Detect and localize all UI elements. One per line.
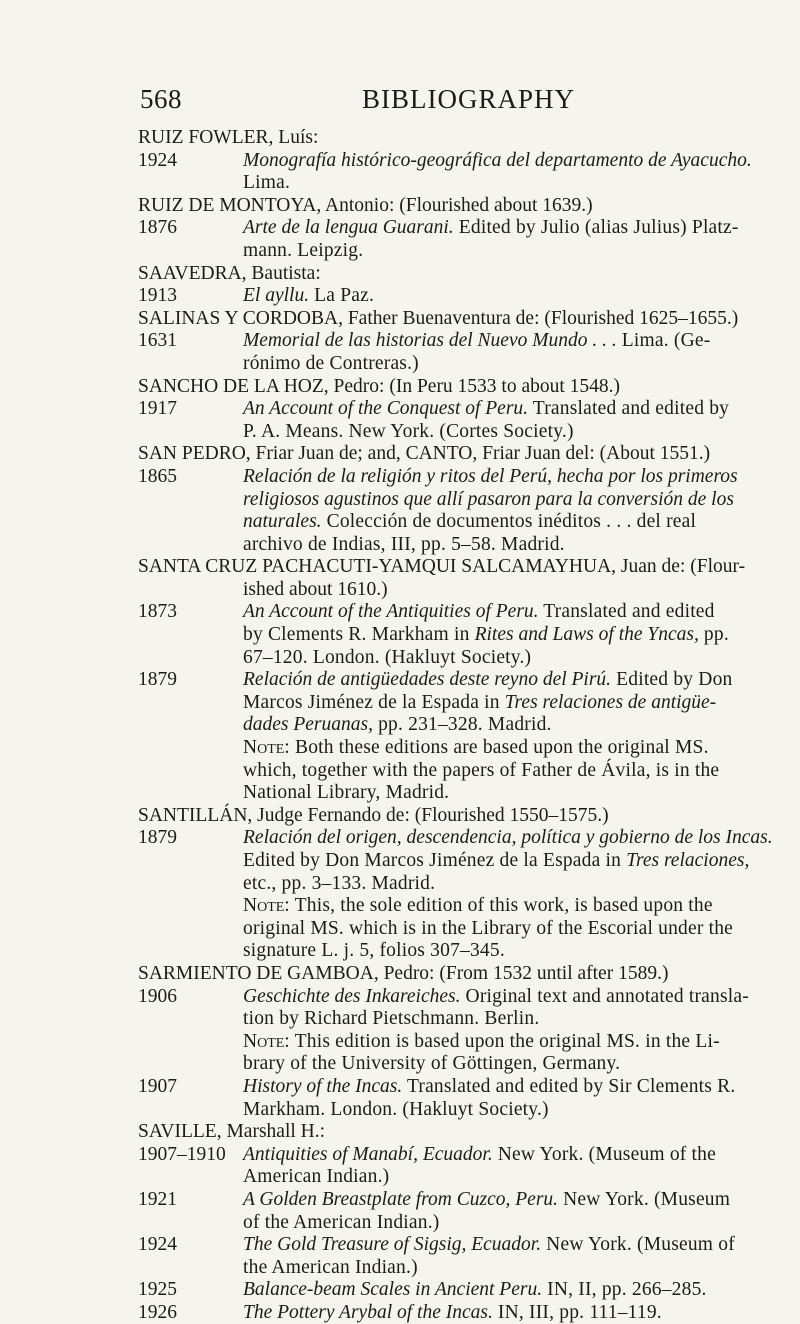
year-label: 1913 [138,285,177,307]
work-entry [138,217,738,240]
bibliography-list [138,127,773,1324]
note-line [138,737,738,760]
note-label: Note [243,895,285,917]
year-label: 1879 [138,669,177,691]
work-continuation [138,421,738,444]
work-continuation [138,489,738,512]
year-label: 1925 [138,1279,177,1301]
page-header [140,84,700,118]
work-details: mann. Leipzig. [243,239,364,261]
work-entry [138,827,773,850]
work-continuation [138,172,738,195]
work-details: tion by Richard Pietschmann. Berlin. [243,1008,540,1030]
work-title: An Account of the Antiquities of Peru. [243,601,539,623]
work-title: religiosos agustinos que allí pasaron para la conversión de los [243,488,734,510]
work-title: Memorial de las historias del Nuevo Mundo . . . [243,330,617,352]
work-details: IN, II, pp. 266–285. [542,1279,707,1301]
work-details: Lima. [243,172,291,194]
work-details: Translated and edited by [528,398,730,420]
work-continuation [138,1212,738,1235]
work-details: Colección de documentos inéditos . . . del real [321,511,697,533]
year-label: 1865 [138,465,177,487]
author-heading: SAAVEDRA, Bautista: [138,262,321,284]
work-details: pp. 231–328. Madrid. [373,714,552,736]
note-text: signature L. j. 5, folios 307–345. [243,940,505,962]
work-title: Geschichte des Inkareiches. [243,985,461,1007]
work-details: New York. (Museum of the [492,1143,716,1165]
year-label: 1631 [138,330,177,352]
work-details: the American Indian.) [243,1256,418,1278]
work-continuation [138,1257,738,1280]
note-text: : This edition is based upon the original MS. in the Li- [284,1030,720,1052]
work-continuation [138,511,738,534]
note-line [138,760,738,783]
work-entry [138,1144,738,1167]
work-title: Monografía histórico-geográfica del departamento de Ayacucho. [243,149,752,171]
work-title: A Golden Breastplate from Cuzco, Peru. [243,1188,559,1210]
work-details: American Indian.) [243,1166,390,1188]
work-entry [138,285,738,308]
work-details: Marcos Jiménez de la Espada in [243,691,505,713]
work-entry [138,1302,738,1324]
year-label: 1873 [138,601,177,623]
work-entry [138,985,749,1009]
work-details: etc., pp. 3–133. Madrid. [243,872,436,894]
work-details: Edited by Don [611,669,733,691]
note-text: : This, the sole edition of this work, is based upon the [284,895,713,917]
work-continuation [138,1166,738,1189]
note-text: : Both these editions are based upon the original MS. [284,737,709,759]
year-label: 1924 [138,149,177,171]
work-continuation [138,240,738,263]
work-title: Tres relaciones de antigüe- [504,691,717,713]
note-line [138,940,738,963]
work-continuation [138,624,738,647]
work-entry [138,1076,738,1099]
author-heading: SANTILLÁN, Judge Fernando de: (Flourished 1550–1575.) [138,804,609,826]
work-title: An Account of the Conquest of Peru. [243,398,529,420]
work-details: Markham. London. (Hakluyt Society.) [243,1098,549,1120]
work-details: Edited by Julio (alias Julius) Platz- [453,217,739,239]
year-label: 1924 [138,1234,177,1256]
work-details: La Paz. [309,285,375,307]
work-continuation [138,850,750,873]
work-title: El ayllu. [243,285,310,307]
year-label: 1921 [138,1188,177,1210]
note-line [138,1053,738,1076]
work-details: Original text and annotated transla- [460,985,749,1007]
note-line [138,895,738,918]
work-title: Tres relaciones, [626,850,750,871]
work-title: Relación de la religión y ritos del Perú, hecha por los primeros [243,465,738,487]
work-entry [138,1234,738,1257]
work-details: P. A. Means. New York. (Cortes Society.) [243,420,574,442]
work-title: Balance-beam Scales in Ancient Peru. [243,1279,543,1301]
work-continuation [138,353,738,376]
year-label: 1907–1910 [138,1143,226,1165]
author-heading: SAN PEDRO, Friar Juan de; and, CANTO, Friar Juan del: (About 1551.) [138,443,711,465]
year-label: 1926 [138,1301,177,1323]
author-heading: SAVILLE, Marshall H.: [138,1121,326,1143]
work-title: Antiquities of Manabí, Ecuador. [243,1143,493,1165]
work-entry [138,149,752,173]
work-entry [138,1189,738,1212]
work-details: archivo de Indias, III, pp. 5–58. Madrid. [243,533,565,555]
author-heading: RUIZ DE MONTOYA, Antonio: (Flourished about 1639.) [138,194,593,216]
work-continuation [138,1008,738,1031]
work-details: 67–120. London. (Hakluyt Society.) [243,646,532,668]
note-text: original MS. which is in the Library of the Escorial under the [243,917,734,939]
work-details: of the American Indian.) [243,1211,440,1233]
work-title: Relación del origen, descendencia, política y gobierno de los Incas. [243,827,773,849]
work-details: New York. (Museum of [541,1234,735,1256]
note-label: Note [243,1030,285,1052]
work-continuation [138,873,738,896]
work-details: Translated and edited [538,601,715,623]
work-continuation [138,714,738,737]
work-entry [138,398,738,421]
work-title: The Gold Treasure of Sigsig, Ecuador. [243,1234,542,1256]
year-label: 1906 [138,985,177,1007]
work-title: naturales. [243,511,322,533]
year-label: 1876 [138,217,177,239]
note-line [138,1031,738,1054]
work-entry [138,1279,738,1302]
work-continuation [138,534,738,557]
year-label: 1907 [138,1075,177,1097]
note-line [138,918,738,941]
page-number: 568 [140,84,182,114]
work-title: Rites and Laws of the Yncas, [474,624,699,646]
work-details: Lima. (Ge- [616,330,711,352]
work-continuation [138,692,738,715]
author-heading: SARMIENTO DE GAMBOA, Pedro: (From 1532 until after 1589.) [138,962,669,984]
work-entry [138,601,738,624]
work-details: Translated and edited by Sir Clements R. [402,1075,736,1097]
work-title: The Pottery Arybal of the Incas. [243,1301,493,1323]
year-label: 1917 [138,398,177,420]
author-heading-cont: ished about 1610.) [243,578,388,600]
work-details: rónimo de Contreras.) [243,352,419,374]
work-details: IN, III, pp. 111–119. [492,1301,662,1323]
work-details: New York. (Museum [558,1188,731,1210]
year-label: 1879 [138,827,177,849]
work-entry [138,466,738,489]
work-title: History of the Incas. [243,1075,403,1097]
author-heading: SANTA CRUZ PACHACUTI-YAMQUI SALCAMAYHUA, Juan de: (Flour- [138,556,746,578]
work-entry [138,669,738,692]
work-title: dades Peruanas, [243,714,373,736]
note-text: which, together with the papers of Father de Ávila, is in the [243,759,720,781]
work-title: Relación de antigüedades deste reyno del Pirú. [243,669,612,691]
work-details: Edited by Don Marcos Jiménez de la Espada in [243,850,627,871]
note-text: National Library, Madrid. [243,782,450,804]
work-details: by Clements R. Markham in [243,624,475,646]
author-heading: SANCHO DE LA HOZ, Pedro: (In Peru 1533 to about 1548.) [138,375,621,397]
author-heading: SALINAS Y CORDOBA, Father Buenaventura de: (Flourished 1625–1655.) [138,307,739,329]
running-title: BIBLIOGRAPHY [362,84,576,114]
work-entry [138,330,738,353]
work-continuation [138,1099,738,1122]
work-continuation [138,647,738,670]
note-label: Note [243,737,285,759]
author-heading: RUIZ FOWLER, Luís: [138,127,319,148]
note-line [138,782,738,805]
note-text: brary of the University of Göttingen, Germany. [243,1053,621,1075]
work-title: Arte de la lengua Guarani. [243,217,454,239]
work-details: pp. [698,624,729,646]
